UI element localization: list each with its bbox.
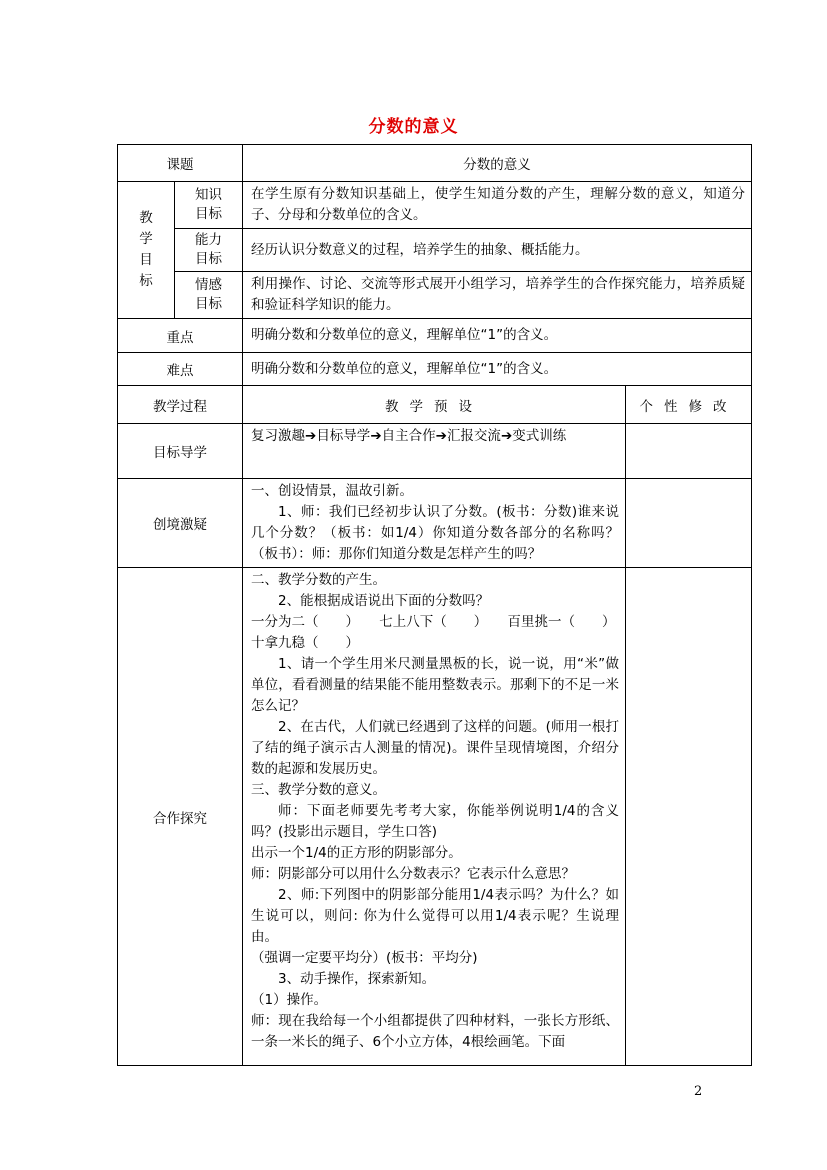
topic-label: 课题 [118, 145, 243, 182]
explore-row [118, 568, 752, 1066]
flow-step: 目标导学 [316, 428, 371, 444]
scene-line: 一、创设情景，温故引新。 [251, 483, 413, 499]
goal-text-knowledge: 在学生原有分数知识基础上，使学生知道分数的产生，理解分数的意义，知道分子、分母和分数单位的含义。 [243, 182, 752, 229]
flow-step: 自主合作 [381, 428, 436, 444]
difficulty-text: 明确分数和分数单位的意义，理解单位“1”的含义。 [243, 353, 752, 386]
goals-label-char: 学 [139, 231, 153, 247]
explore-line: 一分为二（ ） 七上八下（ ） 百里挑一（ ） [251, 614, 616, 630]
explore-line: 师：下面老师要先考考大家，你能举例说明1/4的含义吗？(投影出示题目，学生口答) [251, 803, 619, 840]
goal-label-line: 目标 [195, 251, 222, 267]
explore-line: 3、动手操作，探索新知。 [278, 971, 436, 987]
explore-line: 2、师:下列图中的阴影部分能用1/4表示吗？为什么？如生说可以，则问: 你为什么觉得可以用1/4表示呢？生说理由。 [251, 887, 619, 945]
difficulty-row [118, 353, 752, 386]
explore-line: （1）操作。 [251, 992, 328, 1008]
guide-label: 目标导学 [118, 424, 243, 479]
explore-line: 出示一个1/4的正方形的阴影部分。 [251, 845, 462, 861]
guide-row [118, 424, 752, 479]
scene-label: 创境激疑 [118, 479, 243, 568]
guide-personal-cell [626, 424, 752, 479]
explore-line: 十拿九稳（ ） [251, 635, 359, 651]
lesson-plan-table [117, 144, 752, 1066]
flow-step: 复习激趣 [251, 428, 305, 444]
flow-step: 变式训练 [512, 428, 567, 444]
goal-row-emotion [118, 272, 752, 319]
preset-label: 教学预设 [243, 386, 626, 424]
explore-line: 2、在古代，人们就已经遇到了这样的问题。(师用一根打了结的绳子演示古人测量的情况)。课件呈现情境图，介绍分数的起源和发展历史。 [251, 719, 619, 777]
flow-arrow-icon: ➔ [370, 428, 382, 444]
goal-label-line: 情感 [195, 277, 222, 293]
flow-step: 汇报交流 [446, 428, 501, 444]
goal-label-line: 目标 [195, 296, 222, 312]
explore-label: 合作探究 [118, 568, 243, 1066]
guide-flow [243, 424, 626, 479]
goals-label [118, 182, 175, 319]
goals-label-char: 教 [139, 210, 153, 226]
explore-line: 三、教学分数的意义。 [251, 782, 386, 798]
goal-text-ability: 经历认识分数意义的过程，培养学生的抽象、概括能力。 [243, 229, 752, 272]
process-label: 教学过程 [118, 386, 243, 424]
explore-line: （强调一定要平均分）(板书：平均分) [251, 950, 478, 966]
goal-text-emotion: 利用操作、讨论、交流等形式展开小组学习，培养学生的合作探究能力，培养质疑和验证科学知识的能力。 [243, 272, 752, 319]
goal-label-line: 能力 [195, 232, 222, 248]
goal-label-knowledge [175, 182, 243, 229]
page-number: 2 [694, 1084, 703, 1099]
topic-value: 分数的意义 [243, 145, 752, 182]
key-point-text: 明确分数和分数单位的意义，理解单位“1”的含义。 [243, 319, 752, 353]
personal-label: 个性修改 [626, 386, 752, 424]
goal-row-ability [118, 229, 752, 272]
explore-line: 2、能根据成语说出下面的分数吗？ [278, 593, 490, 609]
goal-label-ability [175, 229, 243, 272]
key-point-row [118, 319, 752, 353]
flow-arrow-icon: ➔ [435, 428, 447, 444]
difficulty-label: 难点 [118, 353, 243, 386]
key-point-label: 重点 [118, 319, 243, 353]
page-title: 分数的意义 [368, 117, 459, 137]
goal-label-line: 目标 [195, 206, 222, 222]
explore-line: 师：阴影部分可以用什么分数表示？它表示什么意思？ [251, 866, 575, 882]
scene-line: 1、师：我们已经初步认识了分数。(板书：分数)谁来说几个分数？（板书：如1/4）你知道分数各部分的名称吗？（板书）：师：那你们知道分数是怎样产生的吗？ [251, 504, 619, 562]
scene-row [118, 479, 752, 568]
explore-line: 二、教学分数的产生。 [251, 572, 386, 588]
explore-content [243, 568, 626, 1066]
explore-personal-cell [626, 568, 752, 1066]
scene-content [243, 479, 626, 568]
flow-arrow-icon: ➔ [500, 428, 513, 444]
goal-label-line: 知识 [195, 187, 222, 203]
scene-personal-cell [626, 479, 752, 568]
explore-line: 师：现在我给每一个小组都提供了四种材料，一张长方形纸、一条一米长的绳子、6个小立方体，4根绘画笔。下面 [251, 1013, 619, 1050]
explore-lines [251, 570, 619, 1053]
goals-label-char: 目 [139, 252, 153, 268]
goal-label-emotion [175, 272, 243, 319]
goals-label-char: 标 [139, 273, 153, 289]
goal-row-knowledge [118, 182, 752, 229]
process-header-row [118, 386, 752, 424]
flow-arrow-icon: ➔ [305, 428, 317, 444]
explore-line: 1、请一个学生用米尺测量黑板的长，说一说，用“米”做单位，看看测量的结果能不能用整数表示。那剩下的不足一米怎么记？ [251, 656, 619, 714]
topic-row [118, 145, 752, 182]
